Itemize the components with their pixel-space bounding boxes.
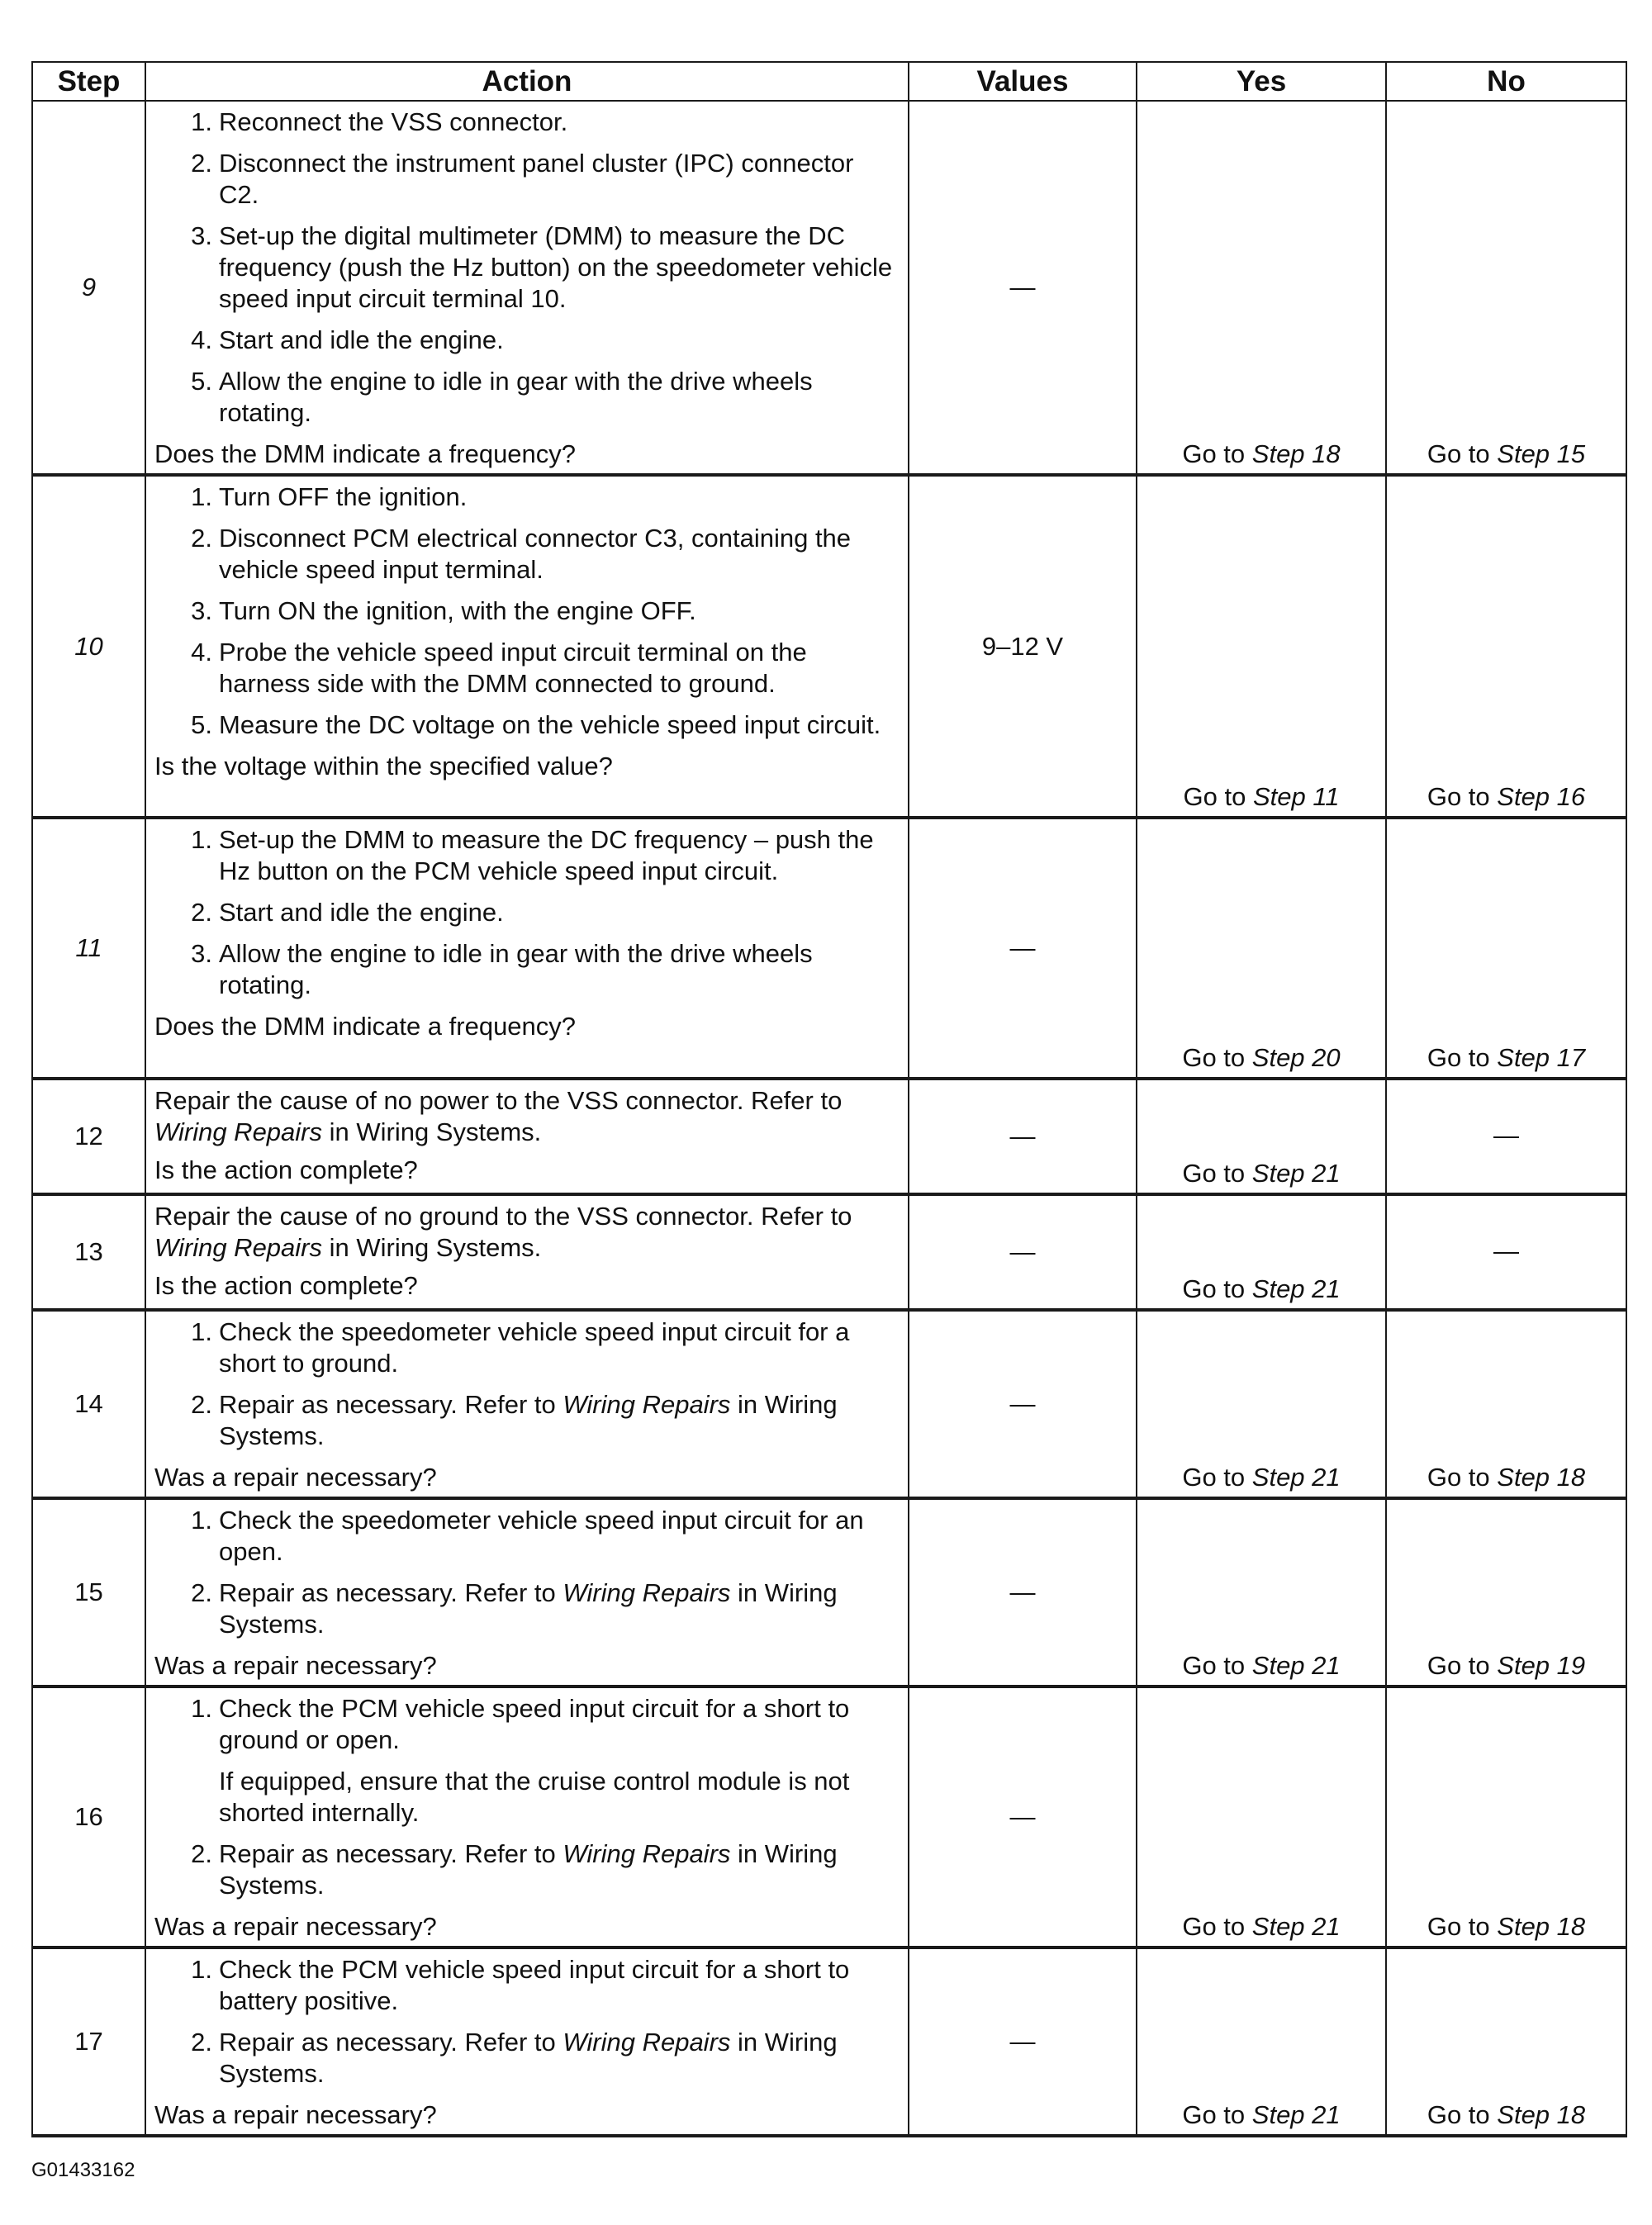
goto-prefix: Go to — [1182, 1274, 1246, 1303]
action-step — [154, 709, 898, 741]
table-row — [32, 818, 1626, 1079]
action-cell — [145, 101, 909, 475]
action-text — [154, 1201, 898, 1264]
step-item-number: 2. — [191, 1578, 212, 1607]
step-item-text: Reconnect the VSS connector. — [219, 107, 568, 136]
goto-prefix: Go to — [1182, 1463, 1246, 1492]
action-step — [154, 148, 898, 211]
step-item-note: If equipped, ensure that the cruise control module is not shorted internally. — [219, 1767, 850, 1827]
action-step — [154, 523, 898, 586]
step-number: 11 — [32, 818, 145, 1079]
no-cell — [1386, 1947, 1626, 2136]
action-question: Is the action complete? — [154, 1155, 418, 1184]
action-cell — [145, 475, 909, 818]
step-item-number: 1. — [191, 107, 212, 136]
table-row — [32, 1194, 1626, 1310]
action-cell — [145, 818, 909, 1079]
values-cell: — — [909, 818, 1137, 1079]
yes-cell — [1137, 1687, 1386, 1947]
action-question: Is the voltage within the specified value? — [154, 752, 613, 780]
step-item-text: Set-up the DMM to measure the DC frequency – push the Hz button on the PCM vehicle speed input circuit. — [219, 825, 874, 885]
goto-step-ref: Step 21 — [1251, 1159, 1341, 1188]
reference-link-text: Wiring Repairs — [563, 1839, 731, 1868]
step-number: 14 — [32, 1310, 145, 1498]
step-item-text: Check the speedometer vehicle speed input circuit for an open. — [219, 1506, 864, 1566]
yes-cell — [1137, 1498, 1386, 1687]
values-cell: 9–12 V — [909, 475, 1137, 818]
step-item-number: 1. — [191, 1694, 212, 1723]
text-segment: Repair as necessary. Refer to — [219, 1839, 563, 1868]
action-steps-list — [154, 107, 898, 429]
goto-step-ref: Step 18 — [1497, 1463, 1586, 1492]
text-segment: in Wiring Systems. — [219, 2028, 838, 2088]
action-step — [154, 221, 898, 315]
yes-cell — [1137, 101, 1386, 475]
step-item-number: 2. — [191, 898, 212, 927]
yes-cell — [1137, 818, 1386, 1079]
goto-prefix: Go to — [1427, 782, 1490, 811]
step-item-number: 5. — [191, 367, 212, 396]
action-cell — [145, 1194, 909, 1310]
values-cell: — — [909, 1498, 1137, 1687]
reference-link-text: Wiring Repairs — [563, 1578, 731, 1607]
values-cell: — — [909, 1194, 1137, 1310]
action-step — [154, 325, 898, 356]
action-steps-list — [154, 824, 898, 1001]
step-item-text: Set-up the digital multimeter (DMM) to measure the DC frequency (push the Hz button) on the speedometer vehicle speed input circuit terminal 10. — [219, 221, 893, 313]
table-row — [32, 1687, 1626, 1947]
step-item-number: 2. — [191, 149, 212, 178]
goto-step-ref: Step 17 — [1497, 1043, 1586, 1072]
reference-link-text: Wiring Repairs — [154, 1233, 322, 1262]
action-cell — [145, 1079, 909, 1194]
text-segment: Repair as necessary. Refer to — [219, 1578, 563, 1607]
reference-link-text: Wiring Repairs — [563, 1390, 731, 1419]
step-item-text: Disconnect PCM electrical connector C3, containing the vehicle speed input terminal. — [219, 524, 852, 584]
goto-step-ref: Step 15 — [1497, 439, 1586, 468]
action-steps-list — [154, 1505, 898, 1640]
step-item-text: Measure the DC voltage on the vehicle speed input circuit. — [219, 710, 881, 739]
no-cell — [1386, 1498, 1626, 1687]
step-item-number: 5. — [191, 710, 212, 739]
step-item-text: Check the PCM vehicle speed input circuit for a short to battery positive. — [219, 1955, 850, 2015]
action-cell — [145, 1687, 909, 1947]
action-question: Was a repair necessary? — [154, 1463, 437, 1492]
table-row — [32, 1079, 1626, 1194]
step-number: 12 — [32, 1079, 145, 1194]
text-segment: in Wiring Systems. — [322, 1117, 542, 1146]
step-item-text: Start and idle the engine. — [219, 898, 504, 927]
goto-step-ref: Step 19 — [1497, 1651, 1586, 1680]
step-item-number: 3. — [191, 596, 212, 625]
step-item-number: 2. — [191, 524, 212, 553]
action-step — [154, 2027, 898, 2090]
step-item-text: Start and idle the engine. — [219, 325, 504, 354]
values-cell: — — [909, 1687, 1137, 1947]
text-segment: Repair the cause of no power to the VSS connector. Refer to — [154, 1086, 843, 1115]
action-step — [154, 1838, 898, 1901]
header-values: Values — [909, 62, 1137, 101]
step-item-text — [219, 1578, 838, 1639]
yes-cell — [1137, 1194, 1386, 1310]
action-step — [154, 1316, 898, 1379]
action-question: Does the DMM indicate a frequency? — [154, 1012, 577, 1041]
goto-prefix: Go to — [1427, 1043, 1490, 1072]
step-item-text — [219, 1390, 838, 1450]
action-steps-list — [154, 1954, 898, 2090]
text-segment: Repair as necessary. Refer to — [219, 2028, 563, 2057]
no-cell — [1386, 1687, 1626, 1947]
text-segment: in Wiring Systems. — [322, 1233, 542, 1262]
reference-link-text: Wiring Repairs — [563, 2028, 731, 2057]
no-cell — [1386, 101, 1626, 475]
goto-step-ref: Step 11 — [1252, 782, 1340, 811]
values-cell: — — [909, 1310, 1137, 1498]
step-item-number: 1. — [191, 482, 212, 511]
header-yes: Yes — [1137, 62, 1386, 101]
goto-step-ref: Step 18 — [1497, 2100, 1586, 2129]
step-item-number: 1. — [191, 1506, 212, 1535]
goto-prefix: Go to — [1182, 1159, 1246, 1188]
step-item-number: 1. — [191, 825, 212, 854]
text-segment: in Wiring Systems. — [219, 1839, 838, 1900]
step-item-number: 2. — [191, 2028, 212, 2057]
goto-step-ref: Step 21 — [1251, 2100, 1341, 2129]
yes-cell — [1137, 1079, 1386, 1194]
step-item-text — [219, 2028, 838, 2088]
step-item-text: Turn OFF the ignition. — [219, 482, 468, 511]
goto-step-ref: Step 20 — [1251, 1043, 1341, 1072]
goto-step-ref: Step 21 — [1251, 1463, 1341, 1492]
step-item-text: Check the PCM vehicle speed input circuit for a short to ground or open. — [219, 1694, 850, 1754]
step-item-number: 2. — [191, 1390, 212, 1419]
step-item-text: Allow the engine to idle in gear with the drive wheels rotating. — [219, 939, 813, 999]
step-item-number: 3. — [191, 939, 212, 968]
step-item-text — [219, 1839, 838, 1900]
goto-prefix: Go to — [1182, 1912, 1246, 1941]
goto-prefix: Go to — [1427, 1463, 1490, 1492]
goto-prefix: Go to — [1427, 1912, 1490, 1941]
action-cell — [145, 1310, 909, 1498]
table-row — [32, 1498, 1626, 1687]
text-segment: Repair as necessary. Refer to — [219, 1390, 563, 1419]
action-question: Is the action complete? — [154, 1271, 418, 1300]
table-row — [32, 1947, 1626, 2136]
action-cell — [145, 1498, 909, 1687]
action-cell — [145, 1947, 909, 2136]
step-number: 9 — [32, 101, 145, 475]
step-number: 17 — [32, 1947, 145, 2136]
step-item-text: Disconnect the instrument panel cluster (IPC) connector C2. — [219, 149, 854, 209]
no-cell — [1386, 1079, 1626, 1194]
figure-id: G01433162 — [31, 2159, 135, 2181]
goto-step-ref: Step 18 — [1251, 439, 1341, 468]
action-steps-list — [154, 1316, 898, 1452]
action-question: Does the DMM indicate a frequency? — [154, 439, 577, 468]
table-row — [32, 1310, 1626, 1498]
goto-step-ref: Step 21 — [1251, 1651, 1341, 1680]
step-item-number: 3. — [191, 221, 212, 250]
step-item-number: 4. — [191, 325, 212, 354]
text-segment: Repair the cause of no ground to the VSS connector. Refer to — [154, 1202, 852, 1231]
action-text — [154, 1085, 898, 1148]
goto-prefix: Go to — [1183, 782, 1246, 811]
action-step — [154, 1577, 898, 1640]
values-cell: — — [909, 101, 1137, 475]
text-segment: in Wiring Systems. — [219, 1390, 838, 1450]
yes-cell — [1137, 1947, 1386, 2136]
action-step — [154, 595, 898, 627]
header-step: Step — [32, 62, 145, 101]
no-cell — [1386, 1310, 1626, 1498]
step-item-number: 2. — [191, 1839, 212, 1868]
action-step — [154, 824, 898, 887]
diagnostic-table — [31, 61, 1627, 2137]
table-row — [32, 475, 1626, 818]
goto-step-ref: Step 21 — [1251, 1274, 1341, 1303]
reference-link-text: Wiring Repairs — [154, 1117, 322, 1146]
action-step — [154, 1954, 898, 2017]
action-step — [154, 637, 898, 700]
goto-step-ref: Step 21 — [1251, 1912, 1341, 1941]
action-steps-list — [154, 482, 898, 741]
step-item-text: Check the speedometer vehicle speed input circuit for a short to ground. — [219, 1317, 850, 1378]
text-segment: in Wiring Systems. — [219, 1578, 838, 1639]
values-cell: — — [909, 1079, 1137, 1194]
header-no: No — [1386, 62, 1626, 101]
action-question: Was a repair necessary? — [154, 2100, 437, 2129]
step-item-text: Probe the vehicle speed input circuit terminal on the harness side with the DMM connected to ground. — [219, 638, 807, 698]
step-number: 13 — [32, 1194, 145, 1310]
goto-prefix: Go to — [1182, 2100, 1246, 2129]
action-question: Was a repair necessary? — [154, 1651, 437, 1680]
action-steps-list — [154, 1693, 898, 1901]
table-header-row — [32, 62, 1626, 101]
action-step — [154, 1693, 898, 1829]
action-question: Was a repair necessary? — [154, 1912, 437, 1941]
header-action: Action — [145, 62, 909, 101]
yes-cell — [1137, 475, 1386, 818]
action-step — [154, 1389, 898, 1452]
action-step — [154, 897, 898, 928]
no-action-dash: — — [1493, 1236, 1519, 1265]
step-item-number: 1. — [191, 1955, 212, 1984]
diagnostic-document — [31, 61, 1626, 2137]
no-cell — [1386, 1194, 1626, 1310]
goto-prefix: Go to — [1427, 439, 1490, 468]
goto-step-ref: Step 18 — [1497, 1912, 1586, 1941]
goto-prefix: Go to — [1427, 1651, 1490, 1680]
goto-prefix: Go to — [1182, 1043, 1246, 1072]
step-item-number: 1. — [191, 1317, 212, 1346]
action-step — [154, 482, 898, 513]
step-number: 16 — [32, 1687, 145, 1947]
yes-cell — [1137, 1310, 1386, 1498]
no-cell — [1386, 818, 1626, 1079]
step-item-number: 4. — [191, 638, 212, 667]
step-number: 15 — [32, 1498, 145, 1687]
goto-prefix: Go to — [1182, 439, 1246, 468]
table-body — [32, 101, 1626, 2136]
goto-prefix: Go to — [1427, 2100, 1490, 2129]
action-step — [154, 366, 898, 429]
action-step — [154, 1505, 898, 1568]
values-cell: — — [909, 1947, 1137, 2136]
goto-step-ref: Step 16 — [1497, 782, 1586, 811]
no-cell — [1386, 475, 1626, 818]
no-action-dash: — — [1493, 1120, 1519, 1150]
goto-prefix: Go to — [1182, 1651, 1246, 1680]
action-step — [154, 107, 898, 138]
step-item-text: Turn ON the ignition, with the engine OFF. — [219, 596, 696, 625]
step-number: 10 — [32, 475, 145, 818]
table-row — [32, 101, 1626, 475]
step-item-text: Allow the engine to idle in gear with the drive wheels rotating. — [219, 367, 813, 427]
action-step — [154, 938, 898, 1001]
